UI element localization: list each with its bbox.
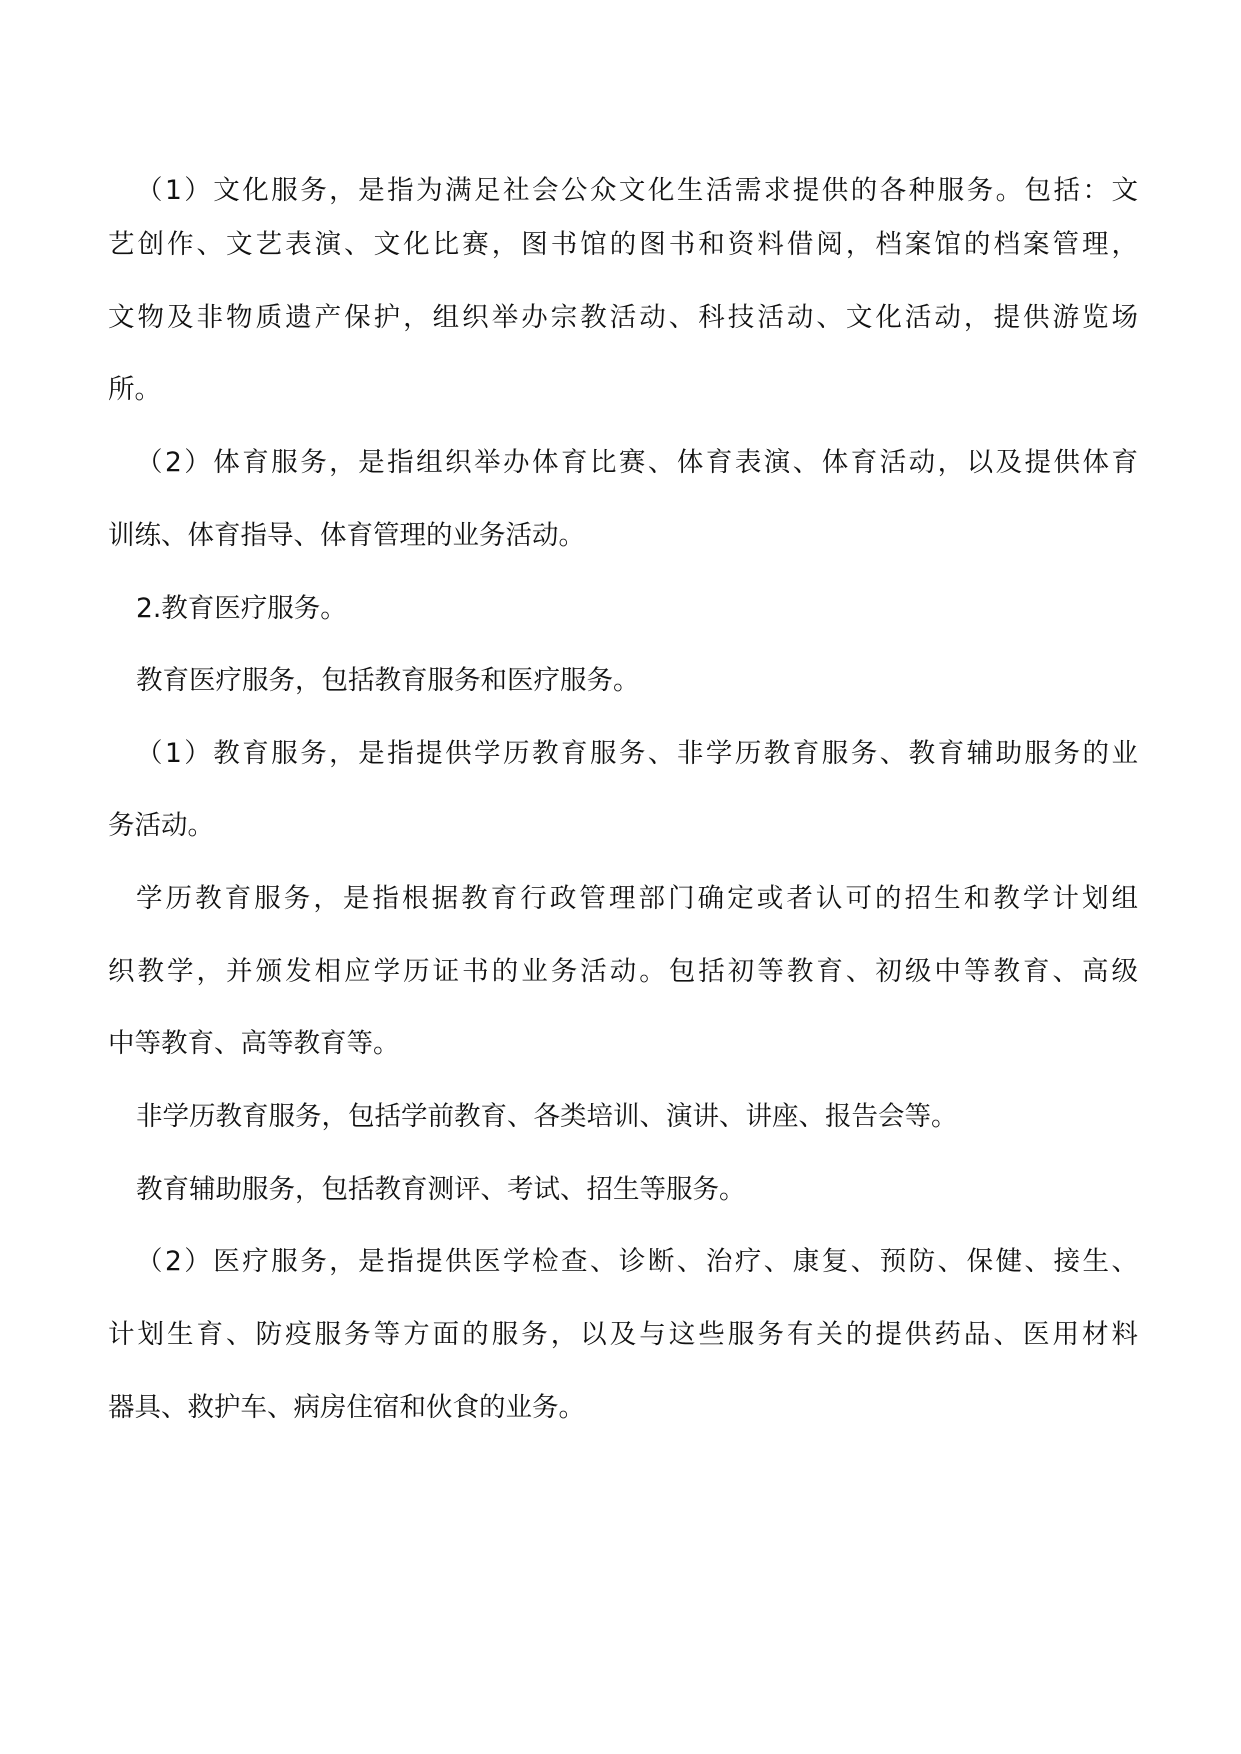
paragraph-line: （2）医疗服务，是指提供医学检查、诊断、治疗、康复、预防、保健、接生、	[136, 1246, 1138, 1277]
paragraph-line: 所。	[108, 374, 161, 405]
paragraph-line: 中等教育、高等教育等。	[108, 1028, 400, 1059]
paragraph-line: 非学历教育服务，包括学前教育、各类培训、演讲、讲座、报告会等。	[136, 1101, 958, 1132]
paragraph-line: 务活动。	[108, 810, 214, 841]
paragraph-line: 学历教育服务，是指根据教育行政管理部门确定或者认可的招生和教学计划组	[136, 883, 1138, 914]
paragraph-line: 织教学，并颁发相应学历证书的业务活动。包括初等教育、初级中等教育、高级	[108, 956, 1138, 987]
paragraph-line: 计划生育、防疫服务等方面的服务，以及与这些服务有关的提供药品、医用材料	[108, 1319, 1138, 1350]
paragraph-line: 文物及非物质遗产保护，组织举办宗教活动、科技活动、文化活动，提供游览场	[108, 302, 1138, 333]
paragraph-line: 艺创作、文艺表演、文化比赛，图书馆的图书和资料借阅，档案馆的档案管理，	[108, 229, 1138, 260]
paragraph-line: （1）文化服务，是指为满足社会公众文化生活需求提供的各种服务。包括：文	[136, 175, 1138, 206]
paragraph-line: 教育辅助服务，包括教育测评、考试、招生等服务。	[136, 1174, 746, 1205]
paragraph-line: 教育医疗服务，包括教育服务和医疗服务。	[136, 665, 640, 696]
section-heading: 2.教育医疗服务。	[136, 593, 347, 624]
paragraph-line: （1）教育服务，是指提供学历教育服务、非学历教育服务、教育辅助服务的业	[136, 738, 1138, 769]
paragraph-line: 器具、救护车、病房住宿和伙食的业务。	[108, 1392, 585, 1423]
paragraph-line: （2）体育服务，是指组织举办体育比赛、体育表演、体育活动，以及提供体育	[136, 447, 1138, 478]
paragraph-line: 训练、体育指导、体育管理的业务活动。	[108, 520, 585, 551]
